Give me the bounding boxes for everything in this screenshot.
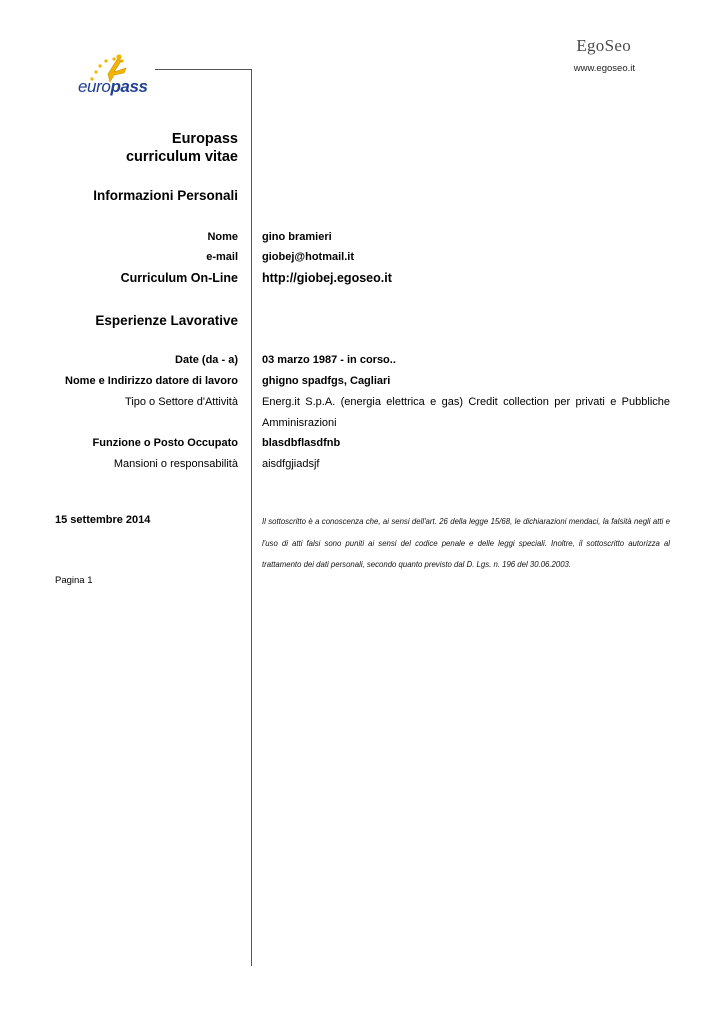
sector-value: Energ.it S.p.A. (energia elettrica e gas) Credit collection per privati e Pubbliche Amminisrazioni xyxy=(262,396,670,429)
cv-title-line1: Europass xyxy=(171,131,238,147)
section-title-personal: Informazioni Personali xyxy=(93,188,238,203)
duties-value: aisdfgjiadsjf xyxy=(262,458,320,470)
employer-label: Nome e Indirizzo datore di lavoro xyxy=(65,375,238,387)
sector-label: Tipo o Settore d'Attività xyxy=(125,396,238,408)
email-label: e-mail xyxy=(206,251,238,263)
role-value: blasdbflasdfnb xyxy=(262,437,341,449)
privacy-disclaimer: Il sottoscritto è a conoscenza che, ai sensi dell'art. 26 della legge 15/68, le dichiarazioni mendaci, la falsità negli atti e l'uso di atti falsi sono puniti ai sensi del codice penale e delle leggi speciali. Inoltre, il sottoscritto autorizza al trattamento dei dati personali, secondo quanto previsto dal D. Lgs. n. 196 del 30.06.2003. xyxy=(262,517,670,569)
logo-prefix: euro xyxy=(78,77,111,96)
cv-title-line2: curriculum vitae xyxy=(125,149,238,165)
date-label: Date (da - a) xyxy=(175,354,238,366)
employer-value: ghigno spadfgs, Cagliari xyxy=(262,375,391,387)
signature-date: 15 settembre 2014 xyxy=(55,514,151,526)
section-title-experience: Esperienze Lavorative xyxy=(95,313,238,328)
column-divider xyxy=(251,69,252,966)
header-url[interactable]: www.egoseo.it xyxy=(573,63,635,74)
egoseo-logo: EgoSeo xyxy=(576,36,631,55)
cv-online-link[interactable]: http://giobej.egoseo.it xyxy=(262,271,392,285)
role-label: Funzione o Posto Occupato xyxy=(92,437,238,449)
nome-label: Nome xyxy=(207,231,238,243)
cv-online-label: Curriculum On-Line xyxy=(120,271,238,285)
email-value[interactable]: giobej@hotmail.it xyxy=(262,251,355,263)
date-value: 03 marzo 1987 - in corso.. xyxy=(262,354,396,366)
top-rule xyxy=(155,69,252,70)
europass-logo xyxy=(78,77,148,97)
duties-label: Mansioni o responsabilità xyxy=(113,458,238,470)
page-number: Pagina 1 xyxy=(55,575,93,586)
nome-value: gino bramieri xyxy=(262,231,332,243)
logo-suffix: pass xyxy=(110,77,148,96)
